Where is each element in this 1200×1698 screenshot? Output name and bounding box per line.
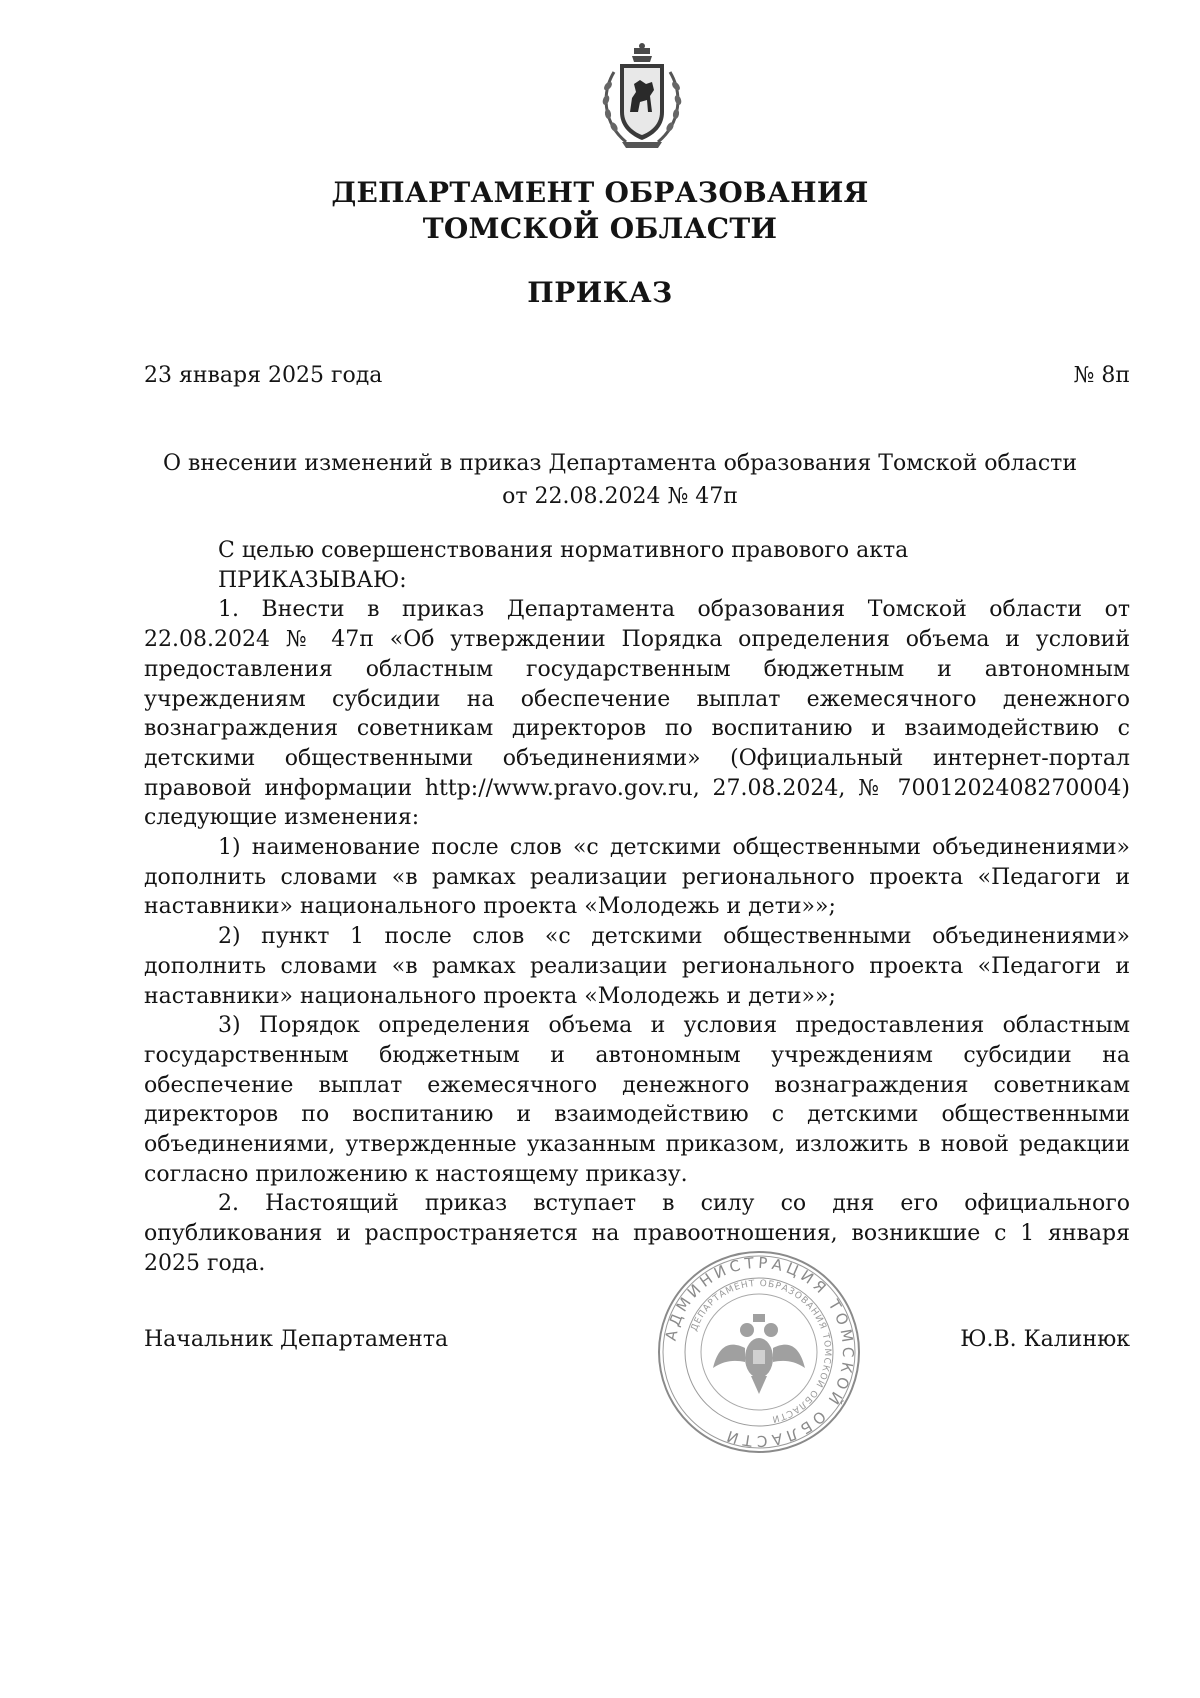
document-date: 23 января 2025 года [144,363,383,388]
seal-outer-text: АДМИНИСТРАЦИЯ ТОМСКОЙ ОБЛАСТИ [661,1253,858,1451]
document-type: ПРИКАЗ [527,276,673,309]
subclause-2: 2) пункт 1 после слов «с детскими общественными объединениями» дополнить словами «в рамках реализации регионального проекта «Педагоги и наставники» национального проекта «Молодежь и дети»»; [144,924,1130,1009]
org-name-line2: ТОМСКОЙ ОБЛАСТИ [422,212,778,245]
preamble: С целью совершенствования нормативного правового акта [218,538,909,563]
official-seal-stamp [655,1248,863,1456]
subject-line1: О внесении изменений в приказ Департамента образования Томской области [162,451,1078,476]
coat-of-arms-icon [596,42,688,152]
signatory-name: Ю.В. Калинюк [960,1327,1130,1352]
seal-inner-text: ДЕПАРТАМЕНТ ОБРАЗОВАНИЯ ТОМСКОЙ ОБЛАСТИ [689,1278,833,1424]
subclause-3: 3) Порядок определения объема и условия предоставления областным государственным бюджетным и автономным учреждениям субсидии на обеспечение выплат ежемесячного денежного вознаграждения советникам директоров по воспитанию и взаимодействию с детскими общественными объединениями, утвержденные указанным приказом, изложить в новой редакции согласно приложению к настоящему приказу. [144,1013,1130,1187]
order-word: ПРИКАЗЫВАЮ: [218,567,407,593]
clause-2: 2. Настоящий приказ вступает в силу со дня его официального опубликования и распространяется на правоотношения, возникшие с 1 января 2025 года. [144,1191,1130,1276]
subject-line2: от 22.08.2024 № 47п [502,484,738,509]
clause-1: 1. Внести в приказ Департамента образования Томской области от 22.08.2024 № 47п «Об утверждении Порядка определения объема и условий предоставления областным государственным бюджетным и автономным учреждениям субсидии на обеспечение выплат ежемесячного денежного вознаграждения советникам директоров по воспитанию и взаимодействию с детскими общественными объединениями» (Официальный интернет-портал правовой информации http://www.pravo.gov.ru, 27.08.2024, № 7001202408270004) следующие изменения: [144,597,1130,831]
document-body [144,536,1130,1279]
org-name-line1: ДЕПАРТАМЕНТ ОБРАЗОВАНИЯ [331,176,869,209]
signatory-title: Начальник Департамента [144,1327,449,1352]
document-subject [160,447,1080,513]
subclause-1: 1) наименование после слов «с детскими общественными объединениями» дополнить словами «в рамках реализации регионального проекта «Педагоги и наставники» национального проекта «Молодежь и дети»»; [144,835,1130,920]
document-number: № 8п [1073,363,1130,388]
